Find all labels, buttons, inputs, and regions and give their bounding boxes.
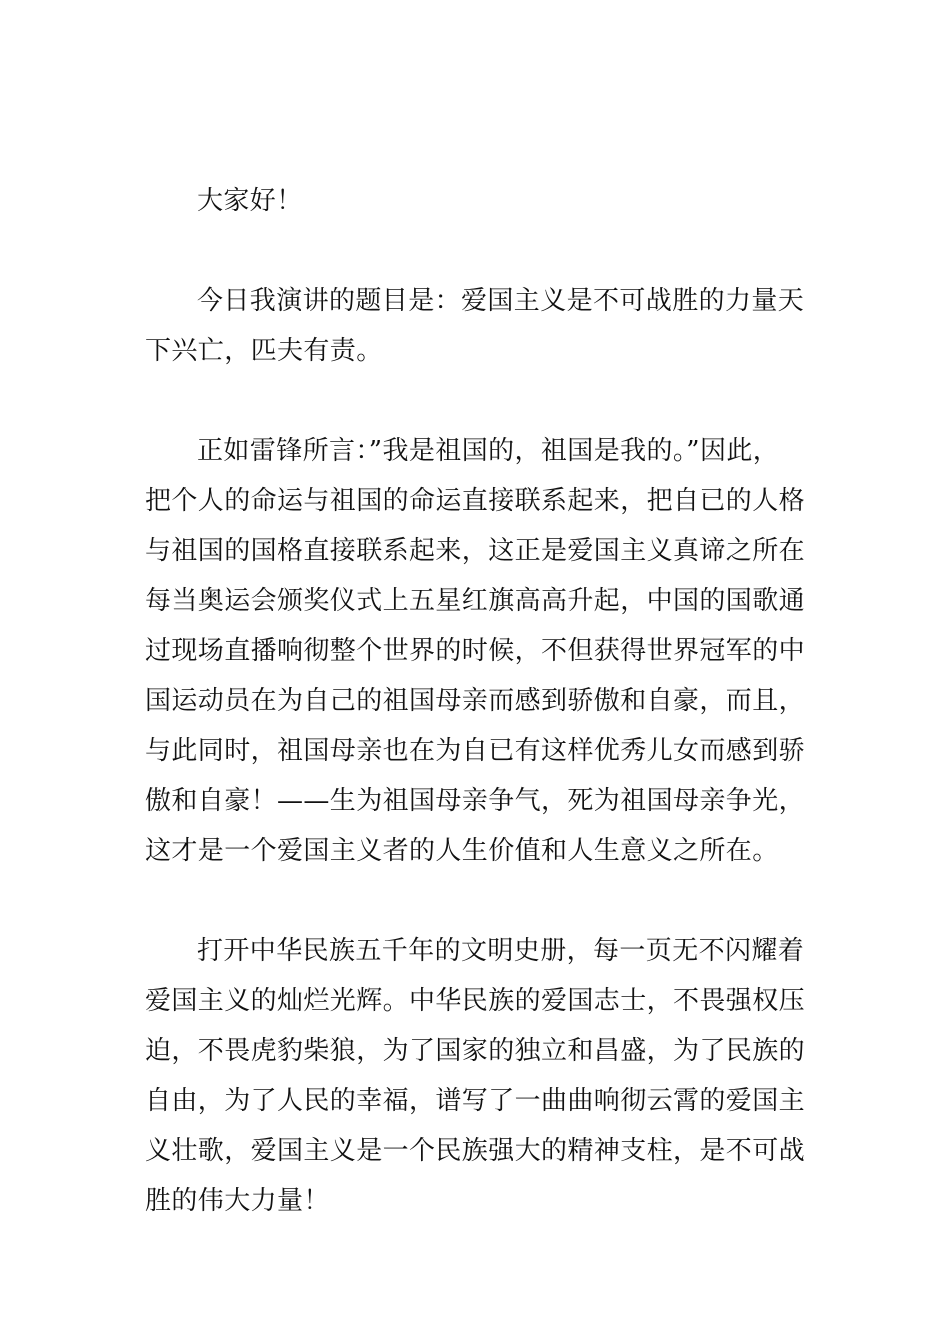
paragraph-3-line-3: 迫，不畏虎豹柴狼，为了国家的独立和昌盛，为了民族的: [145, 1036, 806, 1066]
paragraph-2-line-9: 这才是一个爱国主义者的人生价值和人生意义之所在。: [145, 836, 779, 866]
paragraph-1-line-1: 今日我演讲的题目是：爱国主义是不可战胜的力量天: [197, 286, 805, 316]
paragraph-3-line-2: 爱国主义的灿烂光辉。中华民族的爱国志士，不畏强权压: [145, 986, 806, 1016]
paragraph-2-line-2: 把个人的命运与祖国的命运直接联系起来，把自已的人格: [145, 486, 806, 516]
paragraph-3-line-6: 胜的伟大力量！: [145, 1186, 330, 1216]
paragraph-2-line-3: 与祖国的国格直接联系起来，这正是爱国主义真谛之所在: [145, 536, 806, 566]
paragraph-2-line-6: 国运动员在为自己的祖国母亲而感到骄傲和自豪，而且，: [145, 686, 806, 716]
paragraph-1-line-2: 下兴亡，匹夫有责。: [145, 336, 383, 366]
paragraph-2-line-7: 与此同时，祖国母亲也在为自已有这样优秀儿女而感到骄: [145, 736, 806, 766]
paragraph-2-line-8: 傲和自豪！——生为祖国母亲争气，死为祖国母亲争光，: [145, 786, 806, 816]
paragraph-2-line-5: 过现场直播响彻整个世界的时候，不但获得世界冠军的中: [145, 636, 806, 666]
greeting-line: 大家好！: [197, 186, 303, 216]
paragraph-3-line-5: 义壮歌，爱国主义是一个民族强大的精神支柱，是不可战: [145, 1136, 806, 1166]
paragraph-2-line-4: 每当奥运会颁奖仪式上五星红旗高高升起，中国的国歌通: [145, 586, 806, 616]
paragraph-3-line-4: 自由，为了人民的幸福，谱写了一曲曲响彻云霄的爱国主: [145, 1086, 806, 1116]
paragraph-3-line-1: 打开中华民族五千年的文明史册，每一页无不闪耀着: [197, 936, 805, 966]
paragraph-2-line-1: 正如雷锋所言：”我是祖国的，祖国是我的。”因此，: [197, 436, 780, 466]
